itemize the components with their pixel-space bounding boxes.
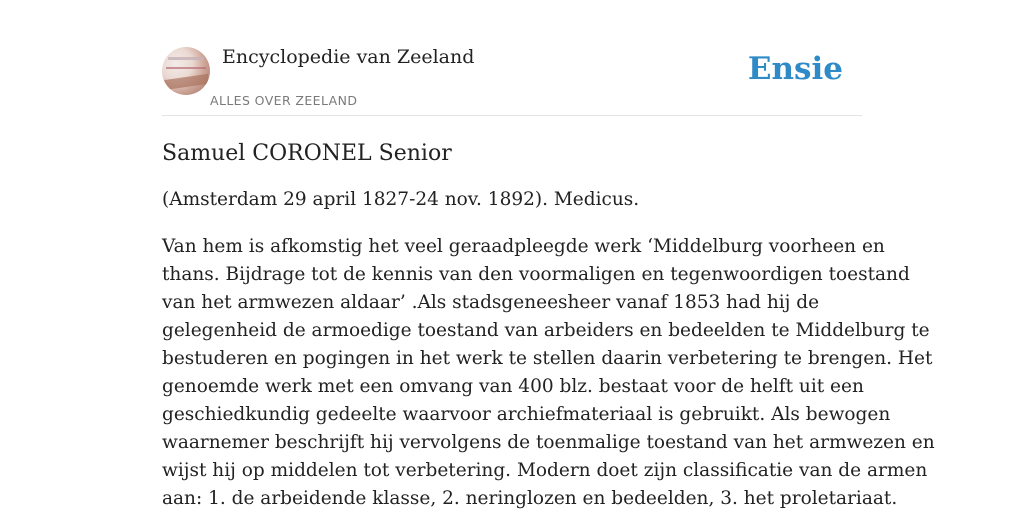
body-line: geschiedkundig gedeelte waarvoor archiefmateriaal is gebruikt. Als bewogen <box>162 404 891 425</box>
article <box>162 137 935 512</box>
site-header <box>162 44 862 116</box>
body-line: van het armwezen aldaar’ .Als stadsgeneesheer vanaf 1853 had hij de <box>162 292 820 313</box>
avatar-detail <box>168 57 204 60</box>
ensie-logo-link[interactable]: Ensie <box>747 51 843 87</box>
body-line: gelegenheid de armoedige toestand van arbeiders en bedeelden te Middelburg te <box>162 320 930 341</box>
site-avatar[interactable] <box>162 47 210 95</box>
article-body <box>162 233 935 512</box>
body-line: wijst hij op middelen tot verbetering. Modern doet zijn classificatie van de armen <box>162 460 928 481</box>
body-line: Van hem is afkomstig het veel geraadpleegde werk ‘Middelburg voorheen en <box>162 236 885 257</box>
site-title-link[interactable]: Encyclopedie van Zeeland <box>222 46 475 68</box>
body-line: aan: 1. de arbeidende klasse, 2. neringlozen en bedeelden, 3. het proletariaat. <box>162 488 898 509</box>
body-line: bestuderen en pogingen in het werk te stellen daarin verbetering te brengen. Het <box>162 348 933 369</box>
avatar-detail <box>166 67 206 69</box>
body-line: waarnemer beschrijft hij vervolgens de toenmalige toestand van het armwezen en <box>162 432 935 453</box>
article-title: Samuel CORONEL Senior <box>162 141 452 166</box>
body-line: genoemde werk met een omvang van 400 blz. bestaat voor de helft uit een <box>162 376 864 397</box>
avatar-detail <box>164 74 208 90</box>
body-line: thans. Bijdrage tot de kennis van den voormaligen en tegenwoordigen toestand <box>162 264 910 285</box>
article-subtitle: (Amsterdam 29 april 1827-24 nov. 1892). Medicus. <box>162 189 640 210</box>
site-tagline: ALLES OVER ZEELAND <box>210 93 358 108</box>
